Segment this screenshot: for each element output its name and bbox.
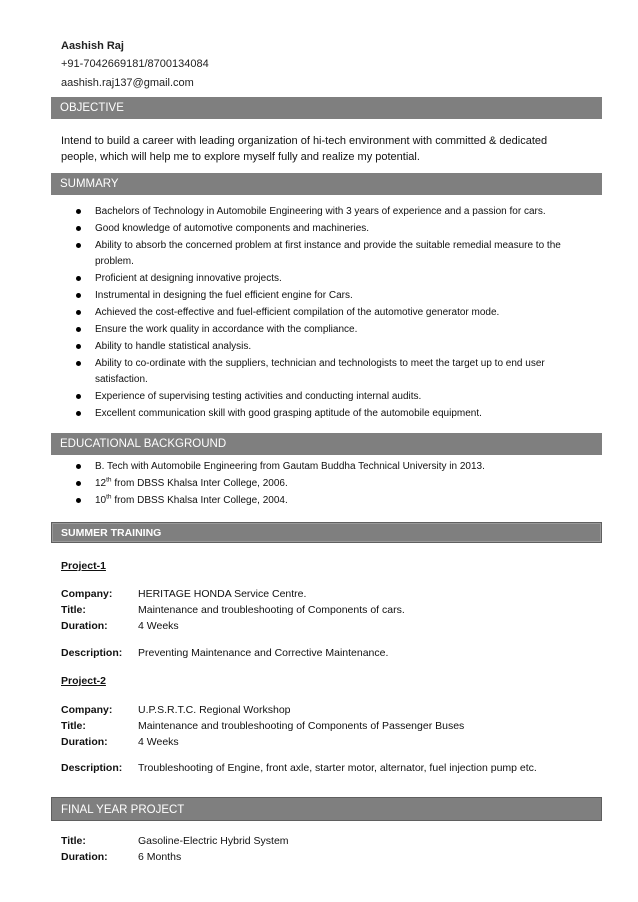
project-1-description-row: Description: Preventing Maintenance and Corrective Maintenance. [61, 647, 389, 659]
list-item: Achieved the cost-effective and fuel-efficient compilation of the automotive generator mode. [61, 305, 596, 321]
candidate-name: Aashish Raj [61, 40, 124, 52]
bullet-icon [76, 276, 81, 281]
list-item: Bachelors of Technology in Automobile Engineering with 3 years of experience and a passion for cars. [61, 204, 596, 220]
project-2-title: Project-2 [61, 675, 106, 687]
bullet-icon [76, 394, 81, 399]
project-2-company-row: Company: U.P.S.R.T.C. Regional Workshop [61, 704, 291, 716]
summary-heading: SUMMARY [51, 173, 602, 195]
list-item: Experience of supervising testing activities and conducting internal audits. [61, 389, 596, 405]
list-item: Excellent communication skill with good grasping aptitude of the automobile equipment. [61, 406, 596, 422]
list-item: 12th from DBSS Khalsa Inter College, 2006. [61, 476, 596, 492]
project-2-duration-row: Duration: 4 Weeks [61, 736, 179, 748]
final-project-heading: FINAL YEAR PROJECT [51, 797, 602, 821]
education-list [61, 459, 596, 510]
bullet-icon [76, 344, 81, 349]
final-project-title-row: Title: Gasoline-Electric Hybrid System [61, 835, 289, 847]
list-item: Ability to absorb the concerned problem at first instance and provide the suitable remedial measure to the problem. [61, 238, 596, 270]
bullet-icon [76, 481, 81, 486]
bullet-icon [76, 411, 81, 416]
list-item: B. Tech with Automobile Engineering from Gautam Buddha Technical University in 2013. [61, 459, 596, 475]
list-item: 10th from DBSS Khalsa Inter College, 2004. [61, 493, 596, 509]
project-1-title: Project-1 [61, 560, 106, 572]
project-1-title-row: Title: Maintenance and troubleshooting of Components of cars. [61, 604, 405, 616]
list-item: Ability to handle statistical analysis. [61, 339, 596, 355]
bullet-icon [76, 310, 81, 315]
phone-number: +91-7042669181/8700134084 [61, 58, 209, 70]
project-2-title-row: Title: Maintenance and troubleshooting of Components of Passenger Buses [61, 720, 465, 732]
objective-line-1: Intend to build a career with leading organization of hi-tech environment with committed & dedicated [61, 135, 548, 147]
email-address: aashish.raj137@gmail.com [61, 77, 194, 89]
project-2-description-row: Description: Troubleshooting of Engine, front axle, starter motor, alternator, fuel injection pump etc. [61, 762, 537, 774]
bullet-icon [76, 498, 81, 503]
list-item: Instrumental in designing the fuel efficient engine for Cars. [61, 288, 596, 304]
list-item: Proficient at designing innovative projects. [61, 271, 596, 287]
list-item: Ability to co-ordinate with the suppliers, technician and technologists to meet the target up to end user satisfaction. [61, 356, 596, 388]
summary-list [61, 204, 596, 423]
bullet-icon [76, 293, 81, 298]
final-project-duration-row: Duration: 6 Months [61, 851, 182, 863]
objective-line-2: people, which will help me to explore myself fully and realize my potential. [61, 151, 420, 163]
bullet-icon [76, 464, 81, 469]
bullet-icon [76, 209, 81, 214]
bullet-icon [76, 327, 81, 332]
bullet-icon [76, 243, 81, 248]
project-1-company-row: Company: HERITAGE HONDA Service Centre. [61, 588, 307, 600]
bullet-icon [76, 226, 81, 231]
project-1-duration-row: Duration: 4 Weeks [61, 620, 179, 632]
objective-text [61, 133, 596, 165]
list-item: Ensure the work quality in accordance with the compliance. [61, 322, 596, 338]
objective-heading: OBJECTIVE [51, 97, 602, 119]
bullet-icon [76, 361, 81, 366]
list-item: Good knowledge of automotive components and machineries. [61, 221, 596, 237]
education-heading: EDUCATIONAL BACKGROUND [51, 433, 602, 455]
training-heading: SUMMER TRAINING [51, 522, 602, 543]
